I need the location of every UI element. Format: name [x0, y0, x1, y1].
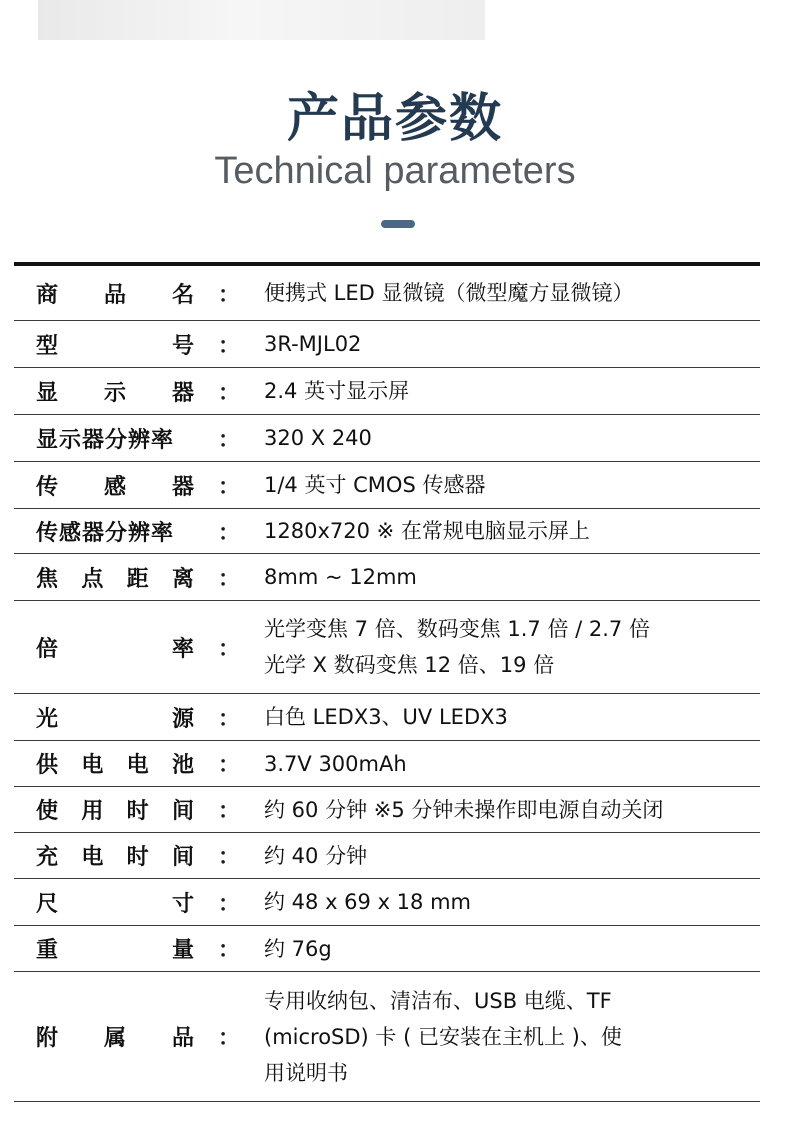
spec-row-sensor — [14, 462, 760, 509]
spec-label-char: 源 — [171, 706, 194, 732]
spec-label-char: 间 — [171, 799, 194, 824]
spec-value-line: 光学变焦 7 倍、数码变焦 1.7 倍 / 2.7 倍 — [264, 617, 650, 641]
spec-value-line: 专用收纳包、清洁布、USB 电缆、TF — [264, 988, 612, 1013]
spec-colon: ： — [217, 938, 240, 963]
spec-row-dimensions — [14, 879, 760, 926]
spec-value: 2.4 英寸显示屏 — [264, 379, 410, 403]
spec-value: 约 40 分钟 — [264, 843, 368, 868]
spec-colon: ： — [217, 636, 240, 662]
spec-colon: ： — [217, 566, 240, 592]
page-subtitle: Technical parameters — [214, 150, 576, 192]
spec-label-char: 量 — [171, 938, 194, 963]
spec-label-char: 时 — [126, 799, 149, 824]
spec-label — [14, 470, 194, 501]
spec-label-char: 电 — [81, 845, 104, 870]
title-accent-bar — [381, 220, 415, 228]
spec-row-battery — [14, 741, 760, 787]
spec-value: 白色 LEDX3、UV LEDX3 — [264, 705, 508, 729]
spec-label-char: 焦 — [36, 566, 59, 592]
spec-label-text: 传感器分辨率 — [36, 520, 175, 546]
spec-label — [14, 329, 194, 360]
spec-label-text: 显示器分辨率 — [36, 427, 175, 453]
spec-colon: ： — [217, 380, 240, 406]
spec-label — [14, 278, 194, 309]
spec-label — [14, 794, 194, 825]
spec-value — [264, 611, 760, 683]
spec-value: 1/4 英寸 CMOS 传感器 — [264, 473, 486, 497]
spec-label-char: 电 — [126, 753, 149, 778]
spec-label-char: 感 — [103, 474, 126, 500]
spec-colon: ： — [217, 282, 240, 308]
spec-row-model — [14, 321, 760, 368]
spec-value: 320 X 240 — [264, 426, 372, 450]
spec-colon: ： — [217, 845, 240, 870]
spec-label-char: 附 — [36, 1026, 59, 1051]
spec-label-char: 距 — [126, 566, 149, 592]
spec-row-accessories — [14, 972, 760, 1102]
spec-label — [14, 423, 194, 454]
spec-colon: ： — [217, 891, 240, 917]
spec-label-char: 间 — [171, 845, 194, 870]
spec-label-char: 号 — [171, 333, 194, 359]
spec-label-char: 品 — [103, 282, 126, 308]
spec-row-usage-time — [14, 787, 760, 833]
spec-label-char: 寸 — [171, 891, 194, 917]
spec-colon: ： — [217, 753, 240, 778]
spec-colon: ： — [217, 1026, 240, 1051]
spec-label-char: 属 — [103, 1026, 126, 1051]
spec-value-line: 用说明书 — [264, 1060, 348, 1085]
spec-label — [14, 702, 194, 733]
spec-value — [264, 983, 760, 1091]
spec-row-light-source — [14, 694, 760, 741]
spec-value: 便携式 LED 显微镜（微型魔方显微镜） — [264, 281, 634, 305]
spec-label — [14, 840, 194, 871]
spec-label-char: 离 — [171, 566, 194, 592]
spec-row-weight — [14, 926, 760, 972]
spec-label-char: 点 — [81, 566, 104, 592]
spec-table — [14, 262, 760, 1102]
spec-label-char: 传 — [36, 474, 59, 500]
spec-value: 3R-MJL02 — [264, 332, 362, 356]
spec-colon: ： — [217, 474, 240, 500]
spec-colon: ： — [217, 706, 240, 732]
spec-label — [14, 632, 194, 663]
spec-colon: ： — [217, 333, 240, 359]
spec-value-line: (microSD) 卡 ( 已安装在主机上 )、使 — [264, 1024, 622, 1049]
spec-label-char: 商 — [36, 282, 59, 308]
spec-label — [14, 1021, 194, 1052]
spec-colon: ： — [217, 427, 240, 453]
page-title: 产品参数 — [286, 89, 503, 149]
spec-label — [14, 933, 194, 964]
spec-label-char: 重 — [36, 938, 59, 963]
spec-row-charge-time — [14, 833, 760, 879]
spec-label-char: 充 — [36, 845, 59, 870]
spec-label-char: 供 — [36, 753, 59, 778]
spec-label-char: 用 — [81, 799, 104, 824]
spec-label — [14, 376, 194, 407]
spec-label-char: 率 — [171, 636, 194, 662]
spec-value: 3.7V 300mAh — [264, 751, 407, 776]
spec-row-product-name — [14, 266, 760, 321]
spec-label — [14, 516, 194, 547]
spec-label — [14, 887, 194, 918]
spec-row-focal-distance — [14, 554, 760, 601]
spec-label-char: 时 — [126, 845, 149, 870]
spec-label-char: 尺 — [36, 891, 59, 917]
spec-label-char: 池 — [171, 753, 194, 778]
spec-label-char: 名 — [171, 282, 194, 308]
spec-value: 8mm ~ 12mm — [264, 565, 417, 589]
spec-label-char: 示 — [103, 380, 126, 406]
spec-colon: ： — [217, 799, 240, 824]
spec-row-display — [14, 368, 760, 415]
spec-label-char: 器 — [171, 380, 194, 406]
spec-row-display-resolution — [14, 415, 760, 462]
spec-value: 约 76g — [264, 936, 332, 961]
spec-label-char: 器 — [171, 474, 194, 500]
spec-label-char: 光 — [36, 706, 59, 732]
spec-label — [14, 562, 194, 593]
spec-value: 约 60 分钟 ※5 分钟未操作即电源自动关闭 — [264, 797, 664, 822]
spec-value-line: 光学 X 数码变焦 12 倍、19 倍 — [264, 653, 555, 677]
spec-label-char: 显 — [36, 380, 59, 406]
spec-row-magnification — [14, 601, 760, 694]
spec-label-char: 电 — [81, 753, 104, 778]
spec-label-char: 品 — [171, 1026, 194, 1051]
spec-row-sensor-resolution — [14, 509, 760, 554]
spec-colon: ： — [217, 520, 240, 546]
spec-value: 约 48 x 69 x 18 mm — [264, 890, 471, 914]
spec-label-char: 倍 — [36, 636, 59, 662]
spec-label — [14, 748, 194, 779]
spec-value: 1280x720 ※ 在常规电脑显示屏上 — [264, 519, 590, 543]
spec-label-char: 型 — [36, 333, 59, 359]
spec-label-char: 使 — [36, 799, 59, 824]
top-banner-image — [38, 0, 485, 40]
